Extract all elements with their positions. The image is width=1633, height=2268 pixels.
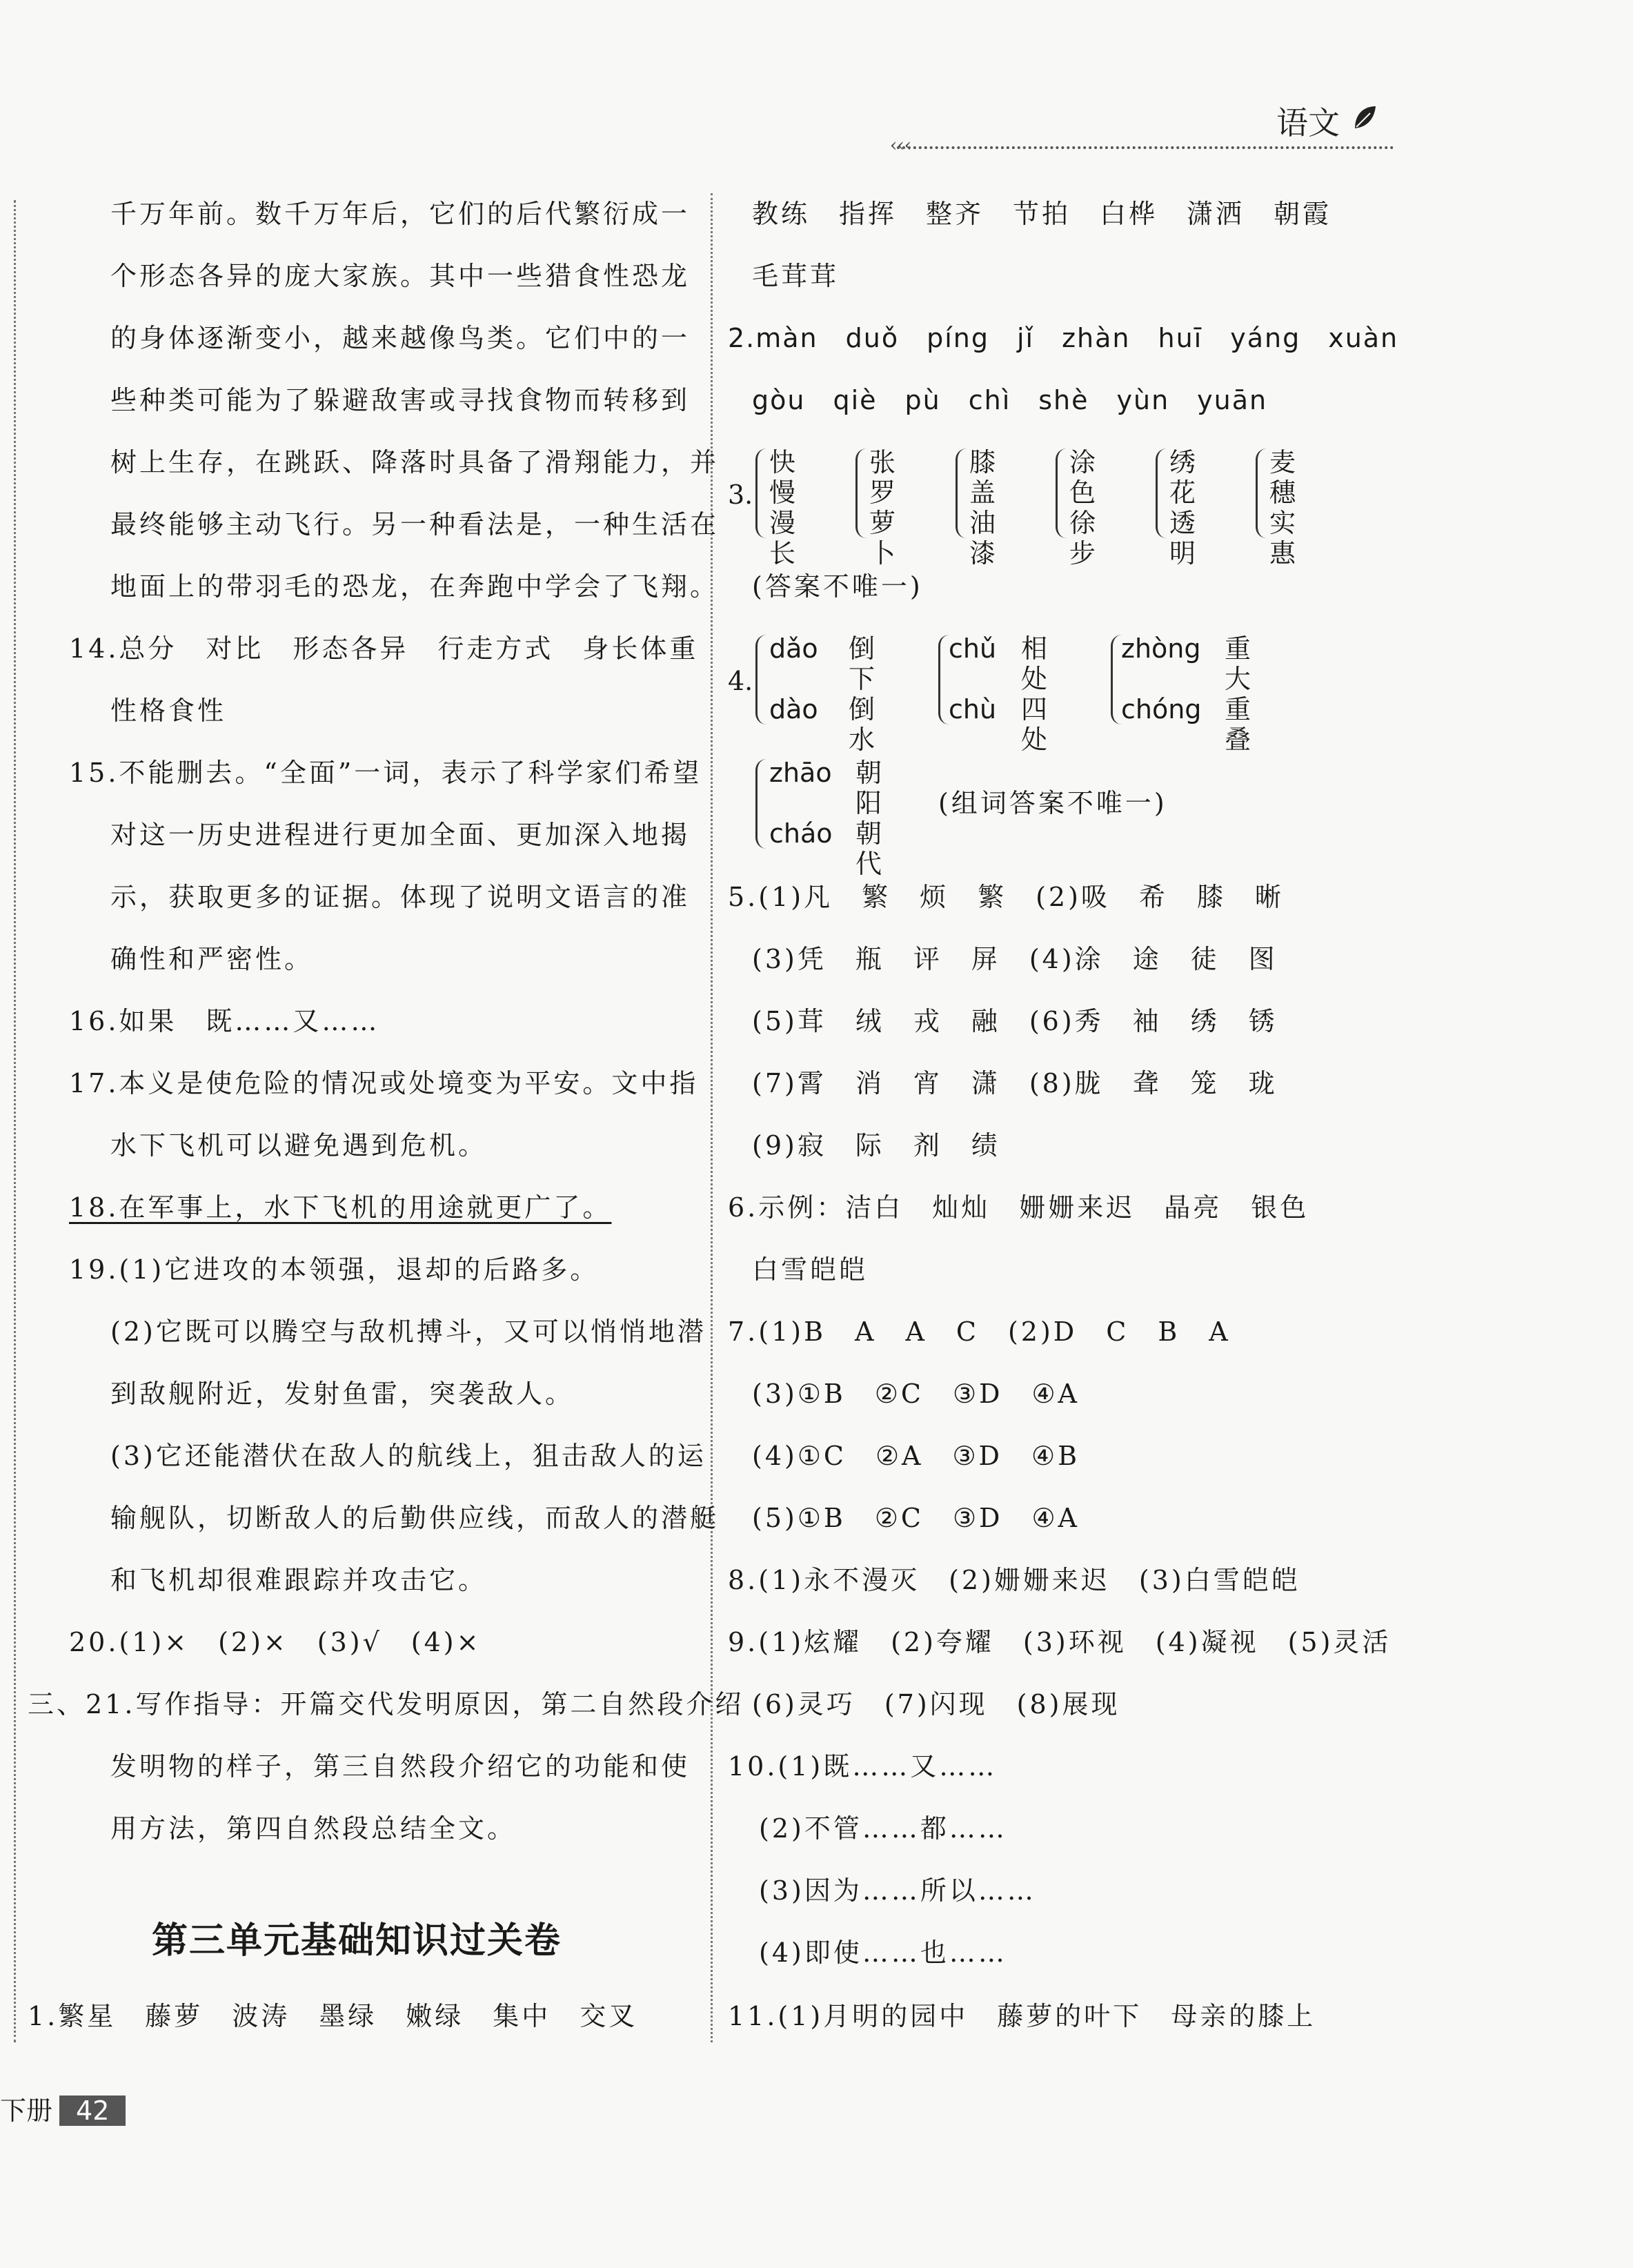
brace-icon — [1056, 448, 1069, 538]
text-line: (4)①C ②A ③D ④B — [752, 1441, 1080, 1471]
text-line: (5)茸 绒 戎 融 (6)秀 袖 绣 锈 — [752, 1006, 1278, 1036]
q4-pinyin: zhāo — [769, 758, 832, 788]
text-line: 树上生存，在跳跃、降落时具备了滑翔能力，并 — [110, 447, 720, 477]
text-line: 白雪皑皑 — [752, 1254, 869, 1285]
text-line: 个形态各异的庞大家族。其中一些猎食性恐龙 — [110, 261, 691, 291]
q3-word: 漫长 — [769, 508, 796, 569]
answer-11: 11.(1)月明的园中 藤萝的叶下 母亲的膝上 — [728, 2001, 1316, 2031]
book-label: 下册 — [0, 2096, 53, 2126]
pinyin-line: gòu qiè pù chì shè yùn yuān — [752, 385, 1268, 415]
answer-16: 16.如果 既……又…… — [69, 1006, 380, 1036]
q4-pinyin: chù — [949, 694, 997, 724]
q4-word: 倒水 — [849, 694, 875, 755]
answer-6: 6.示例：洁白 灿灿 姗姗来迟 晶亮 银色 — [728, 1192, 1309, 1223]
answer-17: 17.本义是使危险的情况或处境变为平安。文中指 — [69, 1068, 699, 1098]
answer-10: 10.(1)既……又…… — [728, 1751, 998, 1782]
answer-18: 18.在军事上，水下飞机的用途就更广了。 — [69, 1192, 612, 1223]
text-line: 和飞机却很难跟踪并攻击它。 — [110, 1565, 488, 1595]
answer-20: 20.(1)× (2)× (3)√ (4)× — [69, 1627, 482, 1657]
text-line: 毛茸茸 — [752, 261, 840, 291]
q4-word: 相处 — [1021, 633, 1048, 694]
q4-pinyin: chǔ — [949, 633, 997, 664]
text-line: 的身体逐渐变小，越来越像鸟类。它们中的一 — [110, 323, 691, 353]
text-line: (2)不管……都…… — [759, 1813, 1007, 1844]
q4-pinyin: dǎo — [769, 633, 818, 664]
q3-word: 透明 — [1169, 508, 1196, 569]
text-line: (3)①B ②C ③D ④A — [752, 1379, 1080, 1409]
brace-icon — [1256, 448, 1269, 538]
left-margin-line — [14, 200, 16, 2042]
q3-word: 张罗 — [869, 447, 896, 508]
text-line: 水下飞机可以避免遇到危机。 — [110, 1130, 488, 1161]
text-line: 到敌舰附近，发射鱼雷，突袭敌人。 — [110, 1379, 575, 1409]
text-line: 对这一历史进程进行更加全面、更加深入地揭 — [110, 820, 691, 850]
answer-5: 5.(1)凡 繁 烦 繁 (2)吸 希 膝 晰 — [728, 882, 1284, 912]
text-line: (3)因为……所以…… — [759, 1875, 1036, 1906]
answer-2: 2.màn duǒ píng jǐ zhàn huī yáng xuàn — [728, 323, 1399, 353]
q3-word: 涂色 — [1069, 447, 1096, 508]
text-line: (5)①B ②C ③D ④A — [752, 1503, 1080, 1533]
text-line: (9)寂 际 剂 绩 — [752, 1130, 1000, 1161]
text-line: 千万年前。数千万年后，它们的后代繁衍成一 — [110, 199, 691, 229]
brace-icon — [855, 448, 869, 538]
q4-pinyin: dào — [769, 694, 818, 724]
q3-word: 徐步 — [1069, 508, 1096, 569]
text-line: (6)灵巧 (7)闪现 (8)展现 — [752, 1689, 1120, 1719]
q3-word: 萝卜 — [869, 508, 896, 569]
header-divider — [897, 146, 1394, 149]
brace-icon — [956, 448, 969, 538]
q3-word: 膝盖 — [969, 447, 996, 508]
q4-pinyin: zhòng — [1121, 633, 1201, 664]
text-line: (7)霄 消 宵 潇 (8)胧 聋 笼 珑 — [752, 1068, 1278, 1098]
q4-word: 重叠 — [1225, 694, 1251, 755]
text-line: 些种类可能为了躲避敌害或寻找食物而转移到 — [110, 385, 691, 415]
text-line: 最终能够主动飞行。另一种看法是，一种生活在 — [110, 509, 720, 540]
brace-icon — [755, 635, 769, 724]
text-line: 确性和严密性。 — [110, 944, 314, 974]
leaf-icon — [1351, 103, 1378, 131]
text-line: 发明物的样子，第三自然段介绍它的功能和使 — [110, 1751, 691, 1782]
header-subject: 语文 — [1276, 104, 1340, 141]
q3-number: 3. — [728, 480, 753, 510]
q4-word: 朝代 — [855, 818, 882, 879]
q3-word: 快慢 — [769, 447, 796, 508]
text-line: (3)它还能潜伏在敌人的航线上，狙击敌人的运 — [110, 1441, 706, 1471]
text-line: 示，获取更多的证据。体现了说明文语言的准 — [110, 882, 691, 912]
q4-word: 朝阳 — [855, 758, 882, 818]
answer-9: 9.(1)炫耀 (2)夸耀 (3)环视 (4)凝视 (5)灵活 — [728, 1627, 1392, 1657]
text-line: 地面上的带羽毛的恐龙，在奔跑中学会了飞翔。 — [110, 571, 720, 602]
q3-word: 油漆 — [969, 508, 996, 569]
brace-icon — [755, 448, 769, 538]
brace-icon — [755, 759, 769, 849]
page-footer — [0, 2089, 126, 2127]
text-line: 性格食性 — [110, 696, 227, 726]
q4-note: (组词答案不唯一) — [938, 788, 1167, 818]
q4-word: 重大 — [1225, 633, 1251, 694]
text-line: (3)凭 瓶 评 屏 (4)涂 途 徒 图 — [752, 944, 1278, 974]
q3-word: 实惠 — [1269, 508, 1296, 569]
q4-word: 倒下 — [849, 633, 875, 694]
answer-8: 8.(1)永不漫灭 (2)姗姗来迟 (3)白雪皑皑 — [728, 1565, 1300, 1595]
q3-word: 绣花 — [1169, 447, 1196, 508]
q4-pinyin: chóng — [1121, 694, 1202, 724]
answer-21: 三、21.写作指导：开篇交代发明原因，第二自然段介绍 — [28, 1689, 744, 1719]
text-line: (2)它既可以腾空与敌机搏斗，又可以悄悄地潜 — [110, 1317, 706, 1347]
q3-note: (答案不唯一) — [752, 571, 923, 602]
header-arrows: ‹‹‹ — [890, 135, 912, 156]
q4-number: 4. — [728, 666, 753, 696]
text-line: 用方法，第四自然段总结全文。 — [110, 1813, 517, 1844]
section-title: 第三单元基础知识过关卷 — [152, 1920, 562, 1962]
text-line: 输舰队，切断敌人的后勤供应线，而敌人的潜艇 — [110, 1503, 720, 1533]
q3-word: 麦穗 — [1269, 447, 1296, 508]
answer-19: 19.(1)它进攻的本领强，退却的后路多。 — [69, 1254, 600, 1285]
q4-word: 四处 — [1021, 694, 1048, 755]
text-line: 教练 指挥 整齐 节拍 白桦 潇洒 朝霞 — [752, 199, 1332, 229]
answer-15: 15.不能删去。“全面”一词，表示了科学家们希望 — [69, 758, 702, 788]
brace-icon — [1156, 448, 1169, 538]
answer-14: 14.总分 对比 形态各异 行走方式 身长体重 — [69, 633, 699, 664]
text-line: (4)即使……也…… — [759, 1937, 1007, 1968]
q4-pinyin: cháo — [769, 818, 833, 849]
answer-7: 7.(1)B A A C (2)D C B A — [728, 1317, 1231, 1347]
page-number: 42 — [59, 2096, 126, 2126]
answer-1: 1.繁星 藤萝 波涛 墨绿 嫩绿 集中 交叉 — [28, 2001, 638, 2031]
